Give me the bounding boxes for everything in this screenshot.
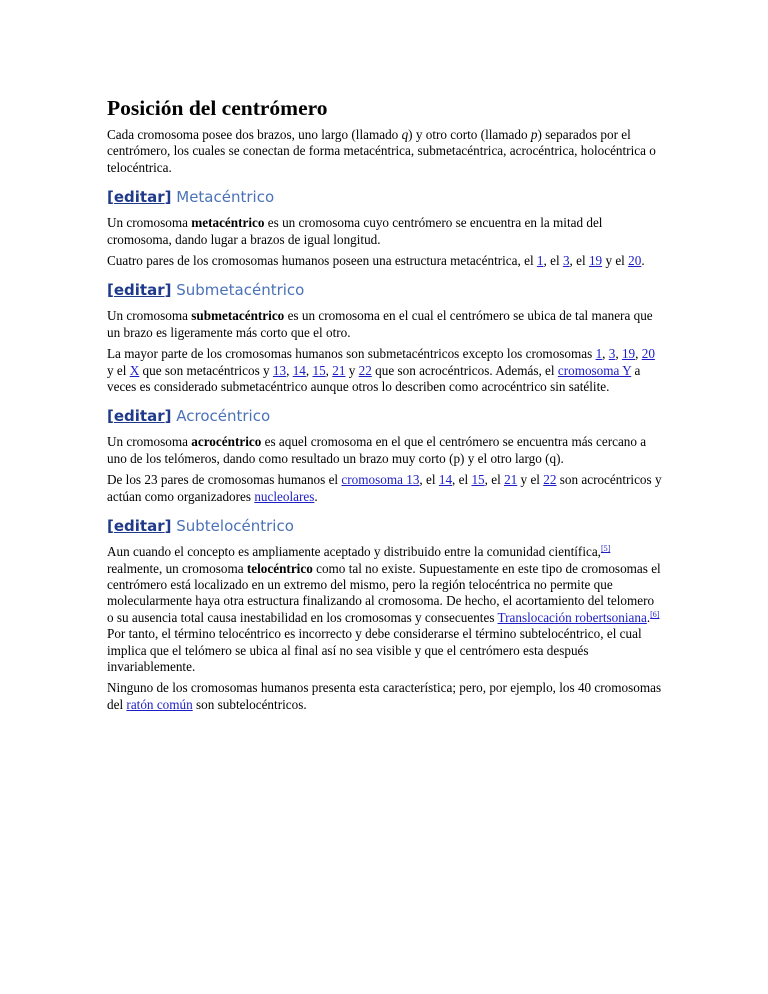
text: ) y otro corto (llamado <box>408 127 531 142</box>
reference-link[interactable]: [6] <box>650 609 660 619</box>
link-chromosome-20[interactable]: 20 <box>628 253 642 269</box>
text: es un cromosoma cuyo centrómero se encuentra en la mitad del cromosoma, dando lugar a brazos de igual longitud. <box>107 215 603 247</box>
text: Cada cromosoma posee dos brazos, uno largo (llamado <box>107 127 402 142</box>
link-cromosoma-y[interactable]: cromosoma Y <box>557 362 632 378</box>
text: . <box>641 253 645 269</box>
link-chromosome-20[interactable]: 20 <box>641 346 655 362</box>
page-title: Posición del centrómero <box>107 96 328 120</box>
text: a veces es considerado submetacéntrico aunque otros lo describen como acrocéntrico sin satélite. <box>107 362 641 395</box>
link-chromosome-14[interactable]: 14 <box>438 472 453 488</box>
text: , el <box>419 472 439 488</box>
text: , el <box>543 253 563 269</box>
text: La mayor parte de los cromosomas humanos son submetacéntricos excepto los cromosomas <box>107 346 596 362</box>
text: es aquel cromosoma en el que el centrómero se encuentra más cercano a uno de los telómeros, dando como resultado un brazo muy corto (p) y el otro largo (q). <box>107 434 647 466</box>
link-chromosome-13[interactable]: 13 <box>272 362 287 378</box>
edit-label[interactable]: editar <box>113 517 165 536</box>
link-chromosome-22[interactable]: 22 <box>543 472 557 488</box>
edit-link[interactable] <box>107 281 171 299</box>
text: y el <box>107 362 130 378</box>
link-chromosome-14[interactable]: 14 <box>292 362 306 378</box>
bracket: [ <box>107 517 114 536</box>
bracket: ] <box>164 281 172 300</box>
bracket: ] <box>164 517 172 536</box>
link-chromosome-22[interactable]: 22 <box>358 362 372 378</box>
text: . <box>646 609 651 625</box>
link-chromosome-15[interactable]: 15 <box>471 472 485 488</box>
link-cromosoma-13[interactable]: cromosoma 13 <box>341 472 420 488</box>
edit-label[interactable]: editar <box>113 188 165 207</box>
edit-label[interactable]: editar <box>113 281 165 300</box>
text: , el <box>569 253 589 269</box>
paragraph <box>107 346 663 395</box>
bracket: [ <box>107 281 114 300</box>
text: Por tanto, el término telocéntrico es incorrecto y debe considerarse el término subtelocéntrico, el cual implica que el telómero se ubica al final así no sea visible y que el centrómero esta después invariablemente. <box>107 626 642 674</box>
text: como tal no existe. Supuestamente en este tipo de cromosomas el centrómero está localizado en un extremo del mismo, pero la región telocéntrica no permite que molecularmente haya otra estructura finalizando al cromosoma. De hecho, el acortamiento del telomero o su ausencia total causa inestabilidad en los cromosomas y consecuentes <box>107 560 661 625</box>
text: Aun cuando el concepto es ampliamente aceptado y distribuido entre la comunidad científica, <box>107 544 601 560</box>
text: , <box>305 362 313 378</box>
link-chromosome-1[interactable]: 1 <box>536 253 544 269</box>
text: y el <box>517 472 544 488</box>
italic-q: q <box>401 127 409 142</box>
section-title: Acrocéntrico <box>176 407 271 426</box>
paragraph <box>107 308 663 341</box>
bold-term: acrocéntrico <box>191 434 262 450</box>
link-chromosome-3[interactable]: 3 <box>608 346 616 362</box>
text: y el <box>602 253 629 269</box>
text: ) separados por el centrómero, los cuales se conectan de forma metacéntrica, submetacéntrica, acrocéntrica, holocéntrica o telocéntrica. <box>107 127 656 175</box>
text: Ninguno de los cromosomas humanos presenta esta característica; pero, por ejemplo, los 40 cromosomas del <box>107 680 662 712</box>
link-chromosome-21[interactable]: 21 <box>332 362 346 378</box>
section-heading-subtelocentrico <box>107 517 663 535</box>
text: que son metacéntricos y <box>139 362 273 378</box>
link-chromosome-3[interactable]: 3 <box>562 253 570 269</box>
text: Un cromosoma <box>107 434 192 450</box>
text: , <box>615 346 622 362</box>
paragraph <box>107 680 663 713</box>
text: son acrocéntricos y actúan como organizadores <box>107 472 662 504</box>
link-chromosome-1[interactable]: 1 <box>595 346 603 362</box>
link-chromosome-x[interactable]: X <box>129 362 140 378</box>
link-chromosome-19[interactable]: 19 <box>588 253 603 269</box>
text: Un cromosoma <box>107 308 192 324</box>
text: . <box>314 488 318 504</box>
text: Un cromosoma <box>107 215 192 231</box>
text: , <box>325 362 333 378</box>
bracket: [ <box>107 407 114 426</box>
text: , el <box>452 472 472 488</box>
paragraph <box>107 544 663 675</box>
text: es un cromosoma en el cual el centrómero se ubica de tal manera que un brazo es ligeramente más corto que el otro. <box>107 308 653 340</box>
section-heading-acrocentrico <box>107 407 663 425</box>
bold-term: metacéntrico <box>191 215 265 231</box>
text: son subtelocéntricos. <box>192 696 307 712</box>
edit-link[interactable] <box>107 517 171 535</box>
section-heading-submetacentrico <box>107 281 663 299</box>
link-chromosome-15[interactable]: 15 <box>312 362 326 378</box>
edit-link[interactable] <box>107 188 171 206</box>
reference-6[interactable] <box>650 610 659 619</box>
bold-term: submetacéntrico <box>191 308 285 324</box>
text: y <box>345 362 359 378</box>
italic-p: p <box>530 127 538 142</box>
text: , <box>286 362 293 378</box>
text: De los 23 pares de cromosomas humanos el <box>107 472 342 488</box>
reference-5[interactable] <box>601 544 610 553</box>
link-translocacion-robertsoniana[interactable]: Translocación robertsoniana <box>497 609 647 625</box>
text: que son acrocéntricos. Además, el <box>371 362 558 378</box>
section-heading-metacentrico <box>107 188 663 206</box>
reference-link[interactable]: [5] <box>600 544 611 554</box>
paragraph <box>107 215 663 248</box>
edit-link[interactable] <box>107 407 171 425</box>
link-chromosome-21[interactable]: 21 <box>504 472 518 488</box>
paragraph <box>107 434 663 467</box>
text: , <box>602 346 609 362</box>
link-chromosome-19[interactable]: 19 <box>621 346 636 362</box>
text: Cuatro pares de los cromosomas humanos poseen una estructura metacéntrica, el <box>107 253 537 269</box>
edit-label[interactable]: editar <box>113 407 165 426</box>
text: , el <box>484 472 505 488</box>
bracket: ] <box>164 188 172 207</box>
bold-term: telocéntrico <box>246 560 313 576</box>
link-nucleolares[interactable]: nucleolares <box>254 488 315 504</box>
article-content <box>107 95 663 718</box>
section-title: Metacéntrico <box>176 188 275 207</box>
bracket: ] <box>164 407 172 426</box>
intro-paragraph <box>107 127 663 176</box>
text: realmente, un cromosoma <box>107 560 247 576</box>
link-raton-comun[interactable]: ratón común <box>126 696 193 712</box>
paragraph <box>107 472 663 505</box>
paragraph <box>107 253 663 269</box>
bracket: [ <box>107 188 114 207</box>
section-title: Submetacéntrico <box>176 281 305 300</box>
section-title: Subtelocéntrico <box>176 517 294 536</box>
text: , <box>635 346 642 362</box>
